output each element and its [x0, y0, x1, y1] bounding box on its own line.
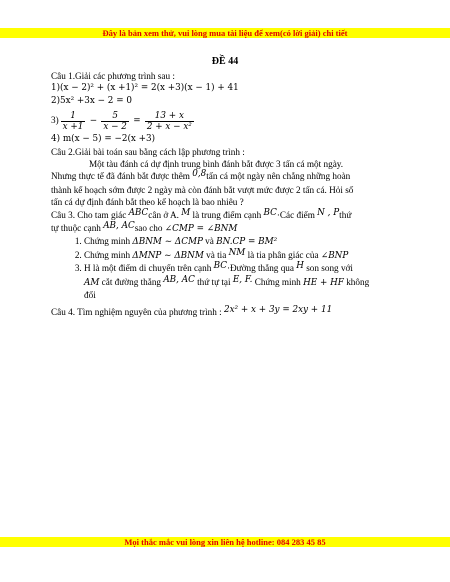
q1-heading: Câu 1.Giải các phương trình sau : — [51, 71, 175, 81]
q3-items — [51, 235, 396, 301]
q2-line3: thành kế hoạch sớm được 2 ngày mà còn đánh bắt vượt mức được 2 tấn cá. Hỏi số — [51, 184, 354, 195]
q2-line2: Nhưng thực tế đã đánh bắt được thêm 0,8tấn cá một ngày nên chẳng những hoàn — [51, 169, 351, 182]
q1-eq3-frac2: $\frac{5}{x - 2}$ — [103, 110, 127, 132]
q4-line: Câu 4. Tìm nghiệm nguyên của phương trình : 2x² + x + 3y = 2xy + 11 — [51, 304, 333, 317]
hotline-banner-text: Mọi thắc mắc vui lòng xin liên hệ hotline: 084 283 45 85 — [124, 537, 326, 547]
q2-line1: Một tàu đánh cá dự định trung bình đánh bắt được 3 tấn cá một ngày. — [89, 159, 344, 170]
q3-line2: tự thuộc cạnh AB, ACsao cho ∠CMP = ∠BNM — [51, 221, 238, 235]
q1-eq3-frac1: $\frac{1}{x +1}$ — [62, 110, 84, 132]
q3-item-1: 1. Chứng minh ΔBNM ∼ ΔCMP và BN.CP = BM² — [84, 235, 396, 248]
q1-eq3: 3) $\frac{1}{x +1}$ − $\frac{5}{x - 2}$ = $\frac{13 + x}{\text{2 + x − x²}}$ — [51, 110, 192, 132]
q1-eq1: 1)(x − 2)² + (x +1)² = 2(x +3)(x − 1) + 41 — [51, 83, 239, 94]
hotline-banner — [0, 537, 450, 547]
q1-eq4: 4) m(x − 5) = −2(x +3) — [51, 134, 156, 145]
exam-content — [51, 70, 396, 319]
exam-title: ĐỀ 44 — [211, 56, 239, 67]
q3-item-2: 2. Chứng minh ΔMNP ∼ ΔBNM và tia NM là tia phân giác của ∠BNP — [84, 249, 396, 262]
q3-line1: Câu 3. Cho tam giác ABCcân ở A. M là trung điểm cạnh BC·Các điểm N , Pthứ — [51, 207, 352, 220]
q1-eq3-label: 3) — [51, 115, 59, 126]
q2-value: 0,8 — [192, 169, 207, 180]
preview-banner-text: Đây là bản xem thử, vui lòng mua tài liệu để xem(có lời giải) chi tiết — [102, 28, 348, 38]
q1-eq2: 2)5x² +3x − 2 = 0 — [51, 95, 132, 106]
q1-eq3-frac3: $\frac{13 + x}{\text{2 + x − x²}}$ — [146, 110, 192, 132]
q2-heading: Câu 2.Giải bài toán sau bằng cách lập phương trình : — [51, 146, 245, 157]
q3-item-3: 3. H là một điểm di chuyển trên cạnh BC·Đường thẳng qua H son song với AM cắt đường thẳng AB, AC thứ tự tại E, F. Chứng minh HE + HF không đổi — [84, 262, 396, 301]
q2-line4: tấn cá dự định đánh bắt theo kế hoạch là bao nhiêu ? — [51, 197, 244, 208]
preview-banner — [0, 28, 450, 38]
q4-equation: 2x² + x + 3y = 2xy + 11 — [223, 304, 333, 315]
